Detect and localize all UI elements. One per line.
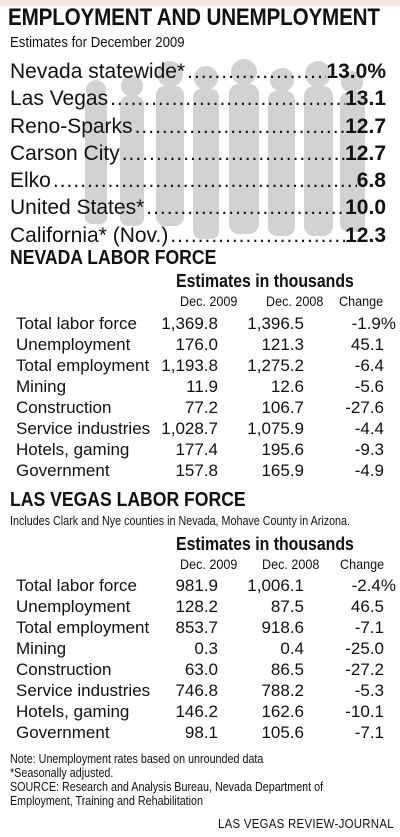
leader-dots [51,167,357,194]
rate-value: 13.0% [326,60,386,83]
page-subtitle: Estimates for December 2009 [10,34,185,51]
value-dec-2008: 1,275.2 [247,356,304,375]
value-change: 46.5 [350,597,384,616]
leader-dots [168,222,345,249]
value-dec-2009: 146.2 [175,702,218,721]
row-label: Service industries [16,681,151,700]
value-change: -9.3 [354,440,384,459]
value-change: -10.1 [345,702,384,721]
rate-row-nevada [10,58,386,85]
leader-dots [185,58,326,85]
footnote-source: SOURCE: Research and Analysis Bureau, Nevada Department of [10,780,324,794]
table-row [16,376,396,397]
nevada-col-change: Change [339,293,384,309]
unemployment-rates-list [10,58,386,249]
value-change: -5.6 [354,377,384,396]
table-row [16,418,396,439]
value-dec-2009: 157.8 [175,461,218,480]
value-dec-2008: 918.6 [261,618,304,637]
publication-credit: LAS VEGAS REVIEW-JOURNAL [218,816,394,831]
value-dec-2009: 176.0 [175,335,218,354]
value-dec-2009: 1,369.8 [161,314,218,333]
table-row [16,722,396,743]
rate-label: Carson City [10,141,120,165]
table-row [16,355,396,376]
table-row [16,680,396,701]
value-dec-2009: 77.2 [184,398,218,417]
value-dec-2008: 106.7 [261,398,304,417]
page-title: EMPLOYMENT AND UNEMPLOYMENT [8,4,380,31]
value-dec-2009: 0.3 [194,639,218,658]
table-row [16,334,396,355]
value-change: 45.1 [350,335,384,354]
table-row [16,313,396,334]
rate-row-united-states [10,194,386,221]
row-label: Hotels, gaming [16,702,130,721]
footnote-seasonal: *Seasonally adjusted. [10,766,114,780]
leader-dots [108,85,345,112]
value-change: -5.3 [354,681,384,700]
las-vegas-labor-table [16,575,396,743]
rate-label: United States* [10,196,145,220]
rate-label: Reno-Sparks [10,114,133,138]
rate-row-carson-city [10,140,386,167]
footnote-source-cont: Employment, Training and Rehabilitation [10,794,204,808]
row-label: Government [16,461,110,480]
las-vegas-estimates-heading: Estimates in thousands [176,534,354,554]
row-label: Construction [16,660,112,679]
rate-label: Nevada statewide* [10,60,186,83]
value-dec-2009: 11.9 [186,377,218,396]
row-label: Total labor force [16,314,137,333]
rate-value: 10.0 [345,196,386,220]
row-label: Total employment [16,618,150,637]
value-dec-2009: 746.8 [175,681,218,700]
value-change: -4.4 [354,419,384,438]
value-dec-2009: 128.2 [175,597,218,616]
row-label: Government [16,723,110,742]
table-row [16,439,396,460]
rate-label: Las Vegas [10,87,109,111]
rate-value: 12.3 [345,223,386,247]
rate-row-reno-sparks [10,113,386,140]
value-change: -4.9 [354,461,384,480]
nevada-section-title: NEVADA LABOR FORCE [10,247,217,269]
rate-value: 6.8 [356,169,386,193]
table-row [16,397,396,418]
value-change: -7.1 [354,618,384,637]
value-change: -2.4% [351,576,396,595]
value-change: -27.6 [345,398,384,417]
value-dec-2009: 981.9 [175,576,218,595]
nevada-col-dec-2009: Dec. 2009 [180,293,238,309]
value-change: -25.0 [345,639,384,658]
row-label: Total labor force [16,576,137,595]
las-vegas-col-change: Change [340,556,385,572]
table-row [16,701,396,722]
rate-label: California* (Nov.) [10,223,169,247]
row-label: Service industries [16,419,151,438]
value-dec-2008: 87.5 [270,597,304,616]
rate-row-las-vegas [10,85,386,112]
row-label: Hotels, gaming [16,440,130,459]
footnote-note: Note: Unemployment rates based on unrounded data [10,752,264,766]
row-label: Unemployment [16,597,131,616]
table-row [16,460,396,481]
table-row [16,575,396,596]
nevada-col-dec-2008: Dec. 2008 [266,293,324,309]
row-label: Unemployment [16,335,131,354]
rate-value: 12.7 [345,141,386,165]
value-dec-2008: 1,396.5 [247,314,304,333]
table-row [16,638,396,659]
value-dec-2008: 1,006.1 [247,576,304,595]
value-dec-2009: 1,028.7 [161,419,218,438]
value-dec-2008: 86.5 [270,660,304,679]
value-dec-2008: 162.6 [261,702,304,721]
value-change: -6.4 [354,356,384,375]
value-dec-2008: 12.6 [270,377,304,396]
value-dec-2009: 853.7 [175,618,218,637]
value-dec-2009: 63.0 [184,660,218,679]
value-change: -1.9% [351,314,396,333]
table-row [16,617,396,638]
value-dec-2008: 105.6 [261,723,304,742]
value-dec-2008: 195.6 [261,440,304,459]
leader-dots [120,140,345,167]
value-change: -7.1 [354,723,384,742]
value-dec-2009: 177.4 [175,440,218,459]
footnotes [10,752,354,808]
rate-row-california [10,222,386,249]
leader-dots [144,194,345,221]
rate-row-elko [10,167,386,194]
value-dec-2008: 165.9 [261,461,304,480]
value-dec-2008: 1,075.9 [247,419,304,438]
las-vegas-col-dec-2009: Dec. 2009 [180,556,238,572]
las-vegas-section-title: LAS VEGAS LABOR FORCE [10,489,246,511]
las-vegas-coverage-note: Includes Clark and Nye counties in Nevada, Mohave County in Arizona. [10,514,351,528]
nevada-labor-table [16,313,396,481]
row-label: Total employment [16,356,150,375]
row-label: Mining [16,377,67,396]
table-row [16,659,396,680]
rate-label: Elko [10,169,51,193]
table-row [16,596,396,617]
leader-dots [133,113,346,140]
las-vegas-col-dec-2008: Dec. 2008 [262,556,320,572]
value-dec-2008: 788.2 [261,681,304,700]
rate-value: 12.7 [345,114,386,138]
row-label: Construction [16,398,112,417]
value-dec-2008: 121.3 [261,335,304,354]
nevada-estimates-heading: Estimates in thousands [176,271,354,291]
value-dec-2009: 98.1 [184,723,218,742]
value-dec-2008: 0.4 [280,639,304,658]
rate-value: 13.1 [345,87,386,111]
row-label: Mining [16,639,67,658]
value-change: -27.2 [345,660,384,679]
value-dec-2009: 1,193.8 [161,356,218,375]
